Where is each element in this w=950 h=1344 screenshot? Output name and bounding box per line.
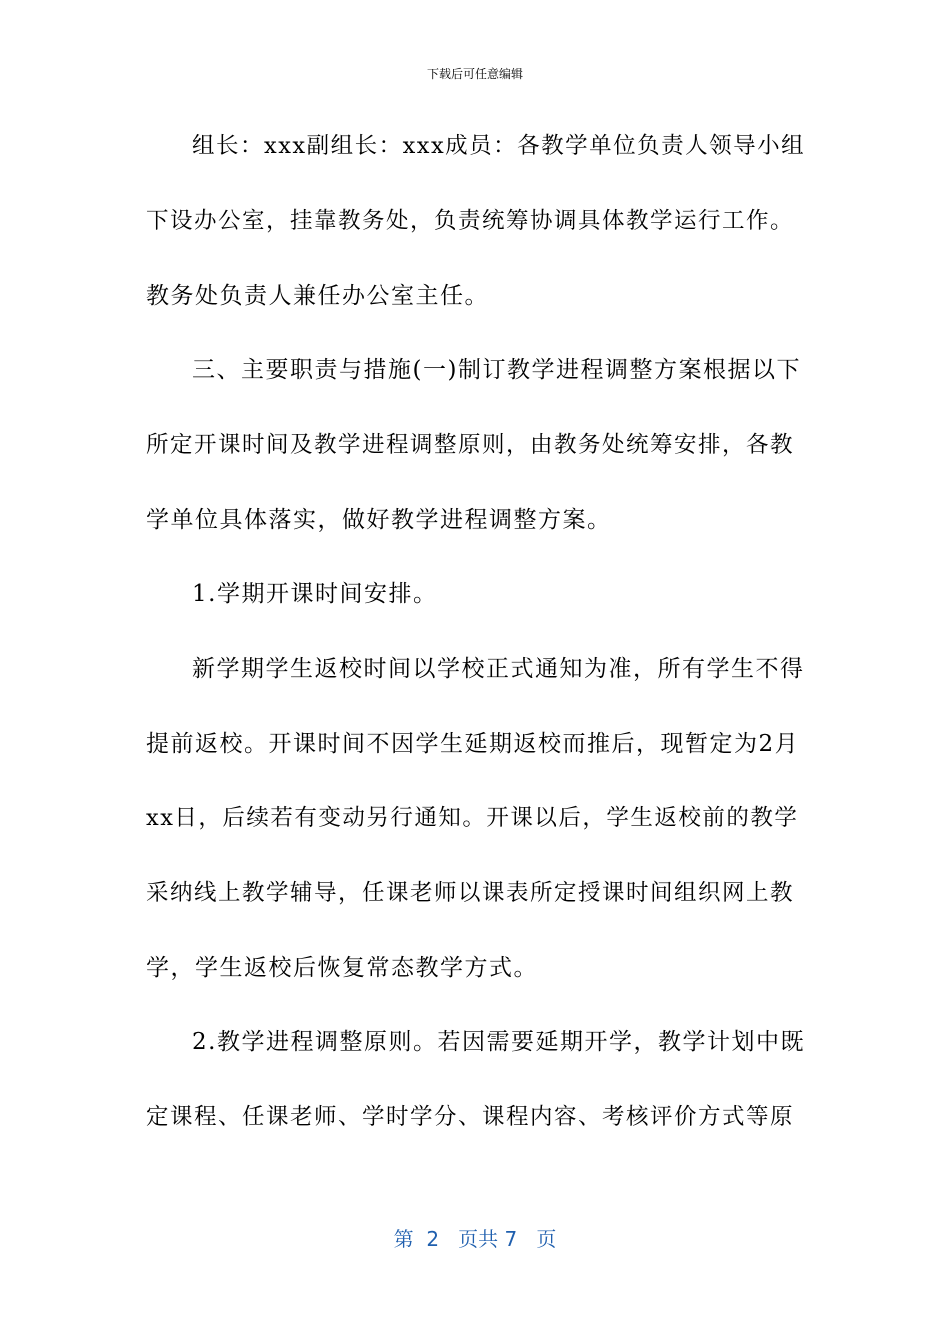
text-line-14: 定课程、任课老师、学时学分、课程内容、考核评价方式等原 xyxy=(146,1104,795,1130)
page-number-footer: 第 2 页共 7 页 xyxy=(393,1227,557,1251)
header-note: 下载后可任意编辑 xyxy=(426,67,523,81)
text-line-12: 学，学生返校后恢复常态教学方式。 xyxy=(146,955,538,981)
text-line-3: 教务处负责人兼任办公室主任。 xyxy=(146,283,489,309)
text-line-1: 组长：xxx副组长：xxx成员：各教学单位负责人领导小组 xyxy=(192,133,806,159)
text-line-6: 学单位具体落实，做好教学进程调整方案。 xyxy=(146,507,612,533)
text-line-13: 2.教学进程调整原则。若因需要延期开学，教学计划中既 xyxy=(192,1029,805,1055)
text-line-4: 三、主要职责与措施(一)制订教学进程调整方案根据以下 xyxy=(192,357,801,383)
text-line-7: 1.学期开课时间安排。 xyxy=(192,581,438,607)
text-line-2: 下设办公室，挂靠教务处，负责统筹协调具体教学运行工作。 xyxy=(146,208,795,234)
text-line-11: 采纳线上教学辅导，任课老师以课表所定授课时间组织网上教 xyxy=(146,880,795,906)
text-line-8: 新学期学生返校时间以学校正式通知为准，所有学生不得 xyxy=(192,656,805,682)
text-line-9: 提前返校。开课时间不因学生延期返校而推后，现暂定为2月 xyxy=(146,731,800,757)
text-line-5: 所定开课时间及教学进程调整原则，由教务处统筹安排，各教 xyxy=(146,432,795,458)
text-line-10: xx日，后续若有变动另行通知。开课以后，学生返校前的教学 xyxy=(146,805,799,831)
